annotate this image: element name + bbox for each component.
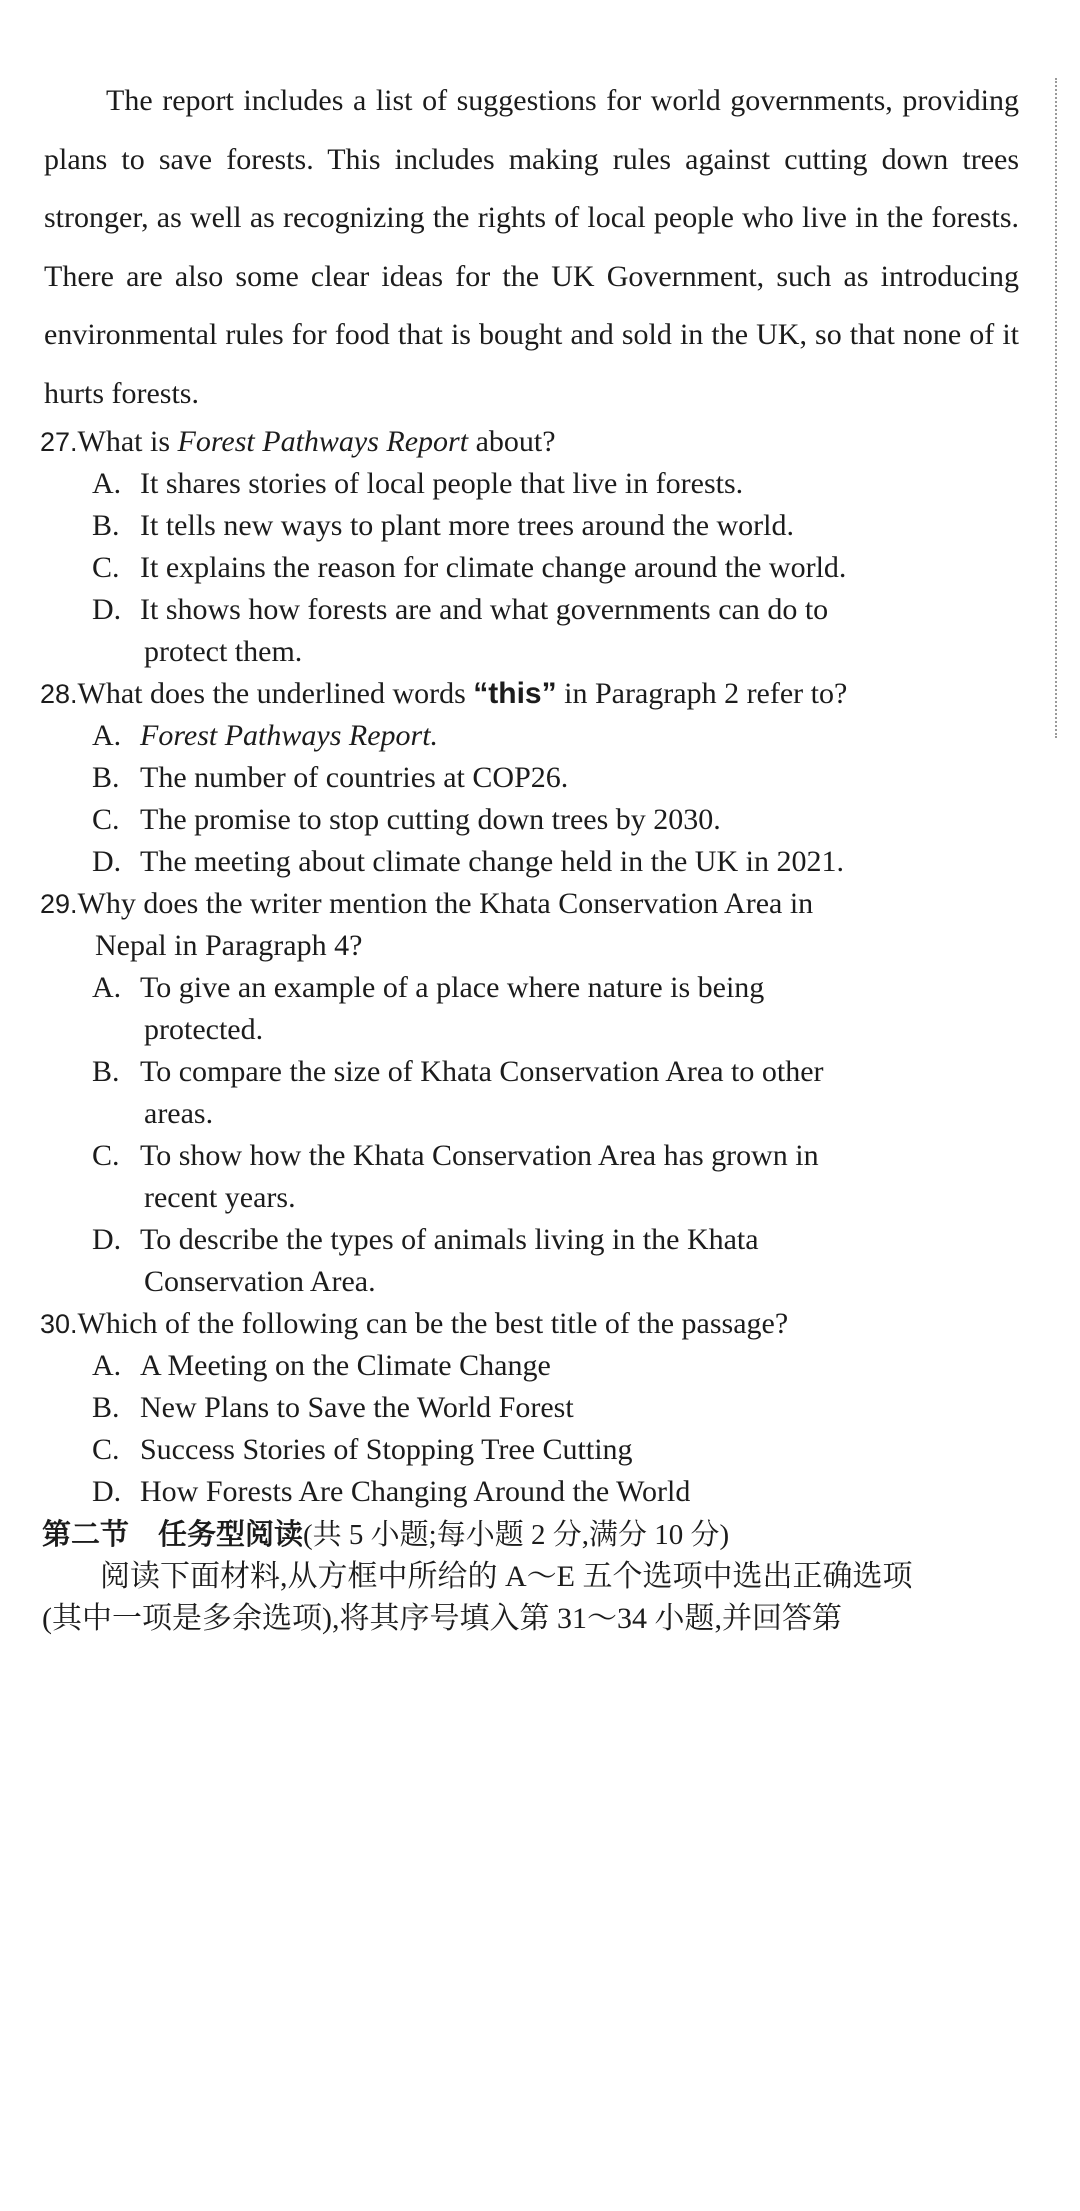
option-28-a[interactable] [92, 715, 1022, 757]
question-27-stem [40, 421, 1020, 463]
question-text-end: in Paragraph 2 refer to? [556, 677, 848, 710]
option-letter: C. [92, 1433, 120, 1466]
section-heading [42, 1513, 1042, 1556]
underlined-word: “this” [473, 677, 557, 710]
option-text: It explains the reason for climate change around the world. [140, 551, 847, 584]
option-text: New Plans to Save the World Forest [140, 1391, 574, 1424]
option-text: The meeting about climate change held in the UK in 2021. [140, 845, 844, 878]
option-text: Success Stories of Stopping Tree Cutting [140, 1433, 633, 1466]
option-text: It shares stories of local people that live in forests. [140, 467, 744, 500]
option-30-d[interactable] [92, 1471, 1022, 1513]
question-text: What is [77, 425, 178, 458]
option-text: How Forests Are Changing Around the World [140, 1475, 691, 1508]
option-text: The promise to stop cutting down trees by 2030. [140, 803, 721, 836]
report-title: Forest Pathways Report [177, 425, 469, 458]
question-text: Why does the writer mention the Khata Conservation Area in [77, 887, 814, 920]
option-text-continued: recent years. [144, 1181, 296, 1214]
section-score-note: (共 5 小题;每小题 2 分,满分 10 分) [303, 1519, 730, 1551]
option-letter: C. [92, 803, 120, 836]
option-30-c[interactable] [92, 1429, 1022, 1471]
option-29-d[interactable] [92, 1219, 1022, 1303]
instructions-text: 阅读下面材料,从方框中所给的 A～E 五个选项中选出正确选项 [100, 1560, 913, 1593]
option-text: To compare the size of Khata Conservation Area to other [140, 1055, 824, 1088]
option-letter: D. [92, 845, 122, 878]
option-text: A Meeting on the Climate Change [140, 1349, 551, 1382]
option-27-b[interactable] [92, 505, 1022, 547]
question-text: Which of the following can be the best title of the passage? [77, 1307, 789, 1340]
option-text: The number of countries at COP26. [140, 761, 569, 794]
option-text: To describe the types of animals living in the Khata [140, 1223, 759, 1256]
option-text-continued: protected. [144, 1013, 264, 1046]
question-28-stem [40, 673, 1020, 715]
question-number: 30. [40, 1309, 78, 1339]
option-letter: C. [92, 551, 120, 584]
option-letter: A. [92, 971, 122, 1004]
option-text: It shows how forests are and what governments can do to [140, 593, 829, 626]
option-28-b[interactable] [92, 757, 1022, 799]
question-text: What does the underlined words [77, 677, 474, 710]
option-28-c[interactable] [92, 799, 1022, 841]
instructions-line-1 [42, 1556, 1020, 1598]
question-text-end: about? [468, 425, 556, 458]
option-letter: D. [92, 1223, 122, 1256]
option-text-continued: protect them. [144, 635, 303, 668]
option-30-a[interactable] [92, 1345, 1022, 1387]
option-27-d[interactable] [92, 589, 1022, 673]
binding-dotted-line [1055, 78, 1057, 738]
option-27-a[interactable] [92, 463, 1022, 505]
option-letter: A. [92, 719, 122, 752]
passage-text: The report includes a list of suggestions for world governments, providing plans to save forests. This includes making rules against cutting down trees stronger, as well as recognizing the rights of local people who live in the forests. There are also some clear ideas for the UK Government, such as introducing environmental rules for food that is bought and sold in the UK, so that none of it hurts forests. [44, 84, 1019, 410]
option-27-c[interactable] [92, 547, 1022, 589]
question-number: 27. [40, 427, 78, 457]
option-letter: B. [92, 1055, 120, 1088]
option-28-d[interactable] [92, 841, 1022, 883]
option-30-b[interactable] [92, 1387, 1022, 1429]
option-letter: D. [92, 1475, 122, 1508]
instructions-line-2 [42, 1598, 1020, 1640]
section-title: 第二节 任务型阅读 [42, 1517, 304, 1551]
question-29-stem [40, 883, 1020, 967]
question-text-line2: Nepal in Paragraph 4? [95, 929, 363, 962]
option-letter: A. [92, 1349, 122, 1382]
question-number: 28. [40, 679, 78, 709]
passage-paragraph [44, 72, 1019, 423]
option-letter: B. [92, 1391, 120, 1424]
option-text: It tells new ways to plant more trees around the world. [140, 509, 794, 542]
option-text: To show how the Khata Conservation Area has grown in [140, 1139, 819, 1172]
question-number: 29. [40, 889, 78, 919]
option-29-b[interactable] [92, 1051, 1022, 1135]
option-text-continued: areas. [144, 1097, 214, 1130]
instructions-text: (其中一项是多余选项),将其序号填入第 31～34 小题,并回答第 [42, 1602, 842, 1635]
option-letter: B. [92, 509, 120, 542]
option-letter: C. [92, 1139, 120, 1172]
option-text: Forest Pathways Report. [140, 719, 439, 752]
option-29-a[interactable] [92, 967, 1022, 1051]
option-text: To give an example of a place where nature is being [140, 971, 765, 1004]
question-30-stem [40, 1303, 1020, 1345]
option-letter: A. [92, 467, 122, 500]
option-29-c[interactable] [92, 1135, 1022, 1219]
option-letter: B. [92, 761, 120, 794]
option-text-continued: Conservation Area. [144, 1265, 376, 1298]
option-letter: D. [92, 593, 122, 626]
